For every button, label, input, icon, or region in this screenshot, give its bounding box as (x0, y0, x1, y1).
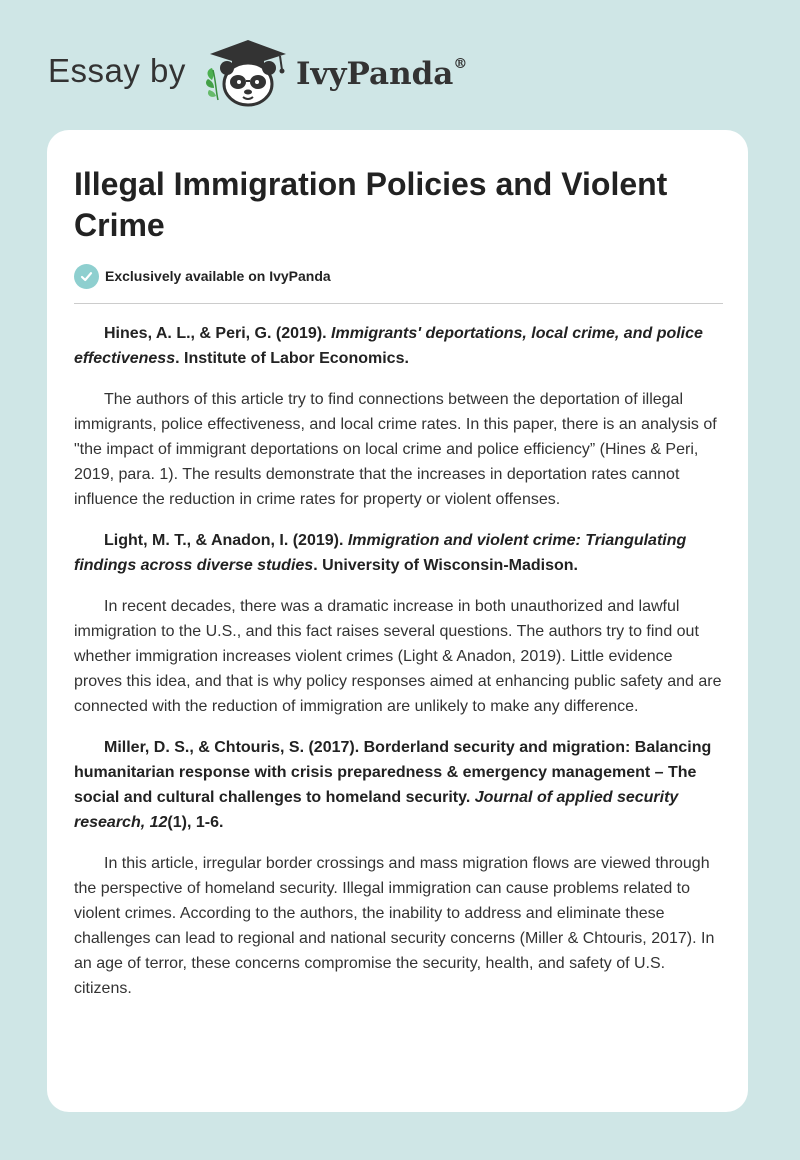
reference-entry: Light, M. T., & Anadon, I. (2019). Immigration and violent crime: Triangulating findings across diverse studies. University of Wisconsin-Madison. (74, 532, 687, 574)
essay-content (74, 321, 724, 1017)
ivypanda-logo-icon (202, 36, 294, 108)
annotation-paragraph: In recent decades, there was a dramatic increase in both unauthorized and lawful immigration to the U.S., and this fact raises several questions. The authors try to find out whether immigration increases violent crimes (Light & Anadon, 2019). Little evidence proves this idea, and that is why policy responses aimed at enhancing public safety and are connected with the reduction of immigration are unlikely to make any difference. (74, 598, 722, 715)
exclusive-label: Exclusively available on IvyPanda (105, 268, 331, 284)
reference-entry: Miller, D. S., & Chtouris, S. (2017). Borderland security and migration: Balancing humanitarian response with crisis preparedness & emergency management – The social and cultural challenges to homeland security. Journal of applied security research, 12(1), 1-6. (74, 739, 712, 831)
essay-by-label: Essay by (48, 52, 186, 89)
check-icon (74, 264, 99, 289)
divider (74, 303, 723, 304)
ivypanda-brand: IvyPanda® (296, 56, 468, 92)
registered-mark: ® (453, 56, 468, 72)
annotation-paragraph: The authors of this article try to find connections between the deportation of illegal immigrants, police effectiveness, and local crime rates. In this paper, there is an analysis of "the impact of immigrant deportations on local crime and police efficiency” (Hines & Peri, 2019, para. 1). The results demonstrate that the increases in deportation rates cannot influence the reduction in crime rates for property or violent offenses. (74, 391, 717, 508)
essay-card (47, 130, 748, 1112)
page-title: Illegal Immigration Policies and Violent Crime (74, 166, 668, 243)
site-header (48, 30, 548, 110)
reference-entry: Hines, A. L., & Peri, G. (2019). Immigrants' deportations, local crime, and police effectiveness. Institute of Labor Economics. (74, 325, 703, 367)
exclusive-badge (74, 263, 331, 289)
annotation-paragraph: In this article, irregular border crossings and mass migration flows are viewed through the perspective of homeland security. Illegal immigration can cause problems related to violent crimes. According to the authors, the inability to address and eliminate these challenges can lead to regional and national security concerns (Miller & Chtouris, 2017). In an age of terror, these concerns compromise the security, health, and safety of U.S. citizens. (74, 855, 715, 997)
